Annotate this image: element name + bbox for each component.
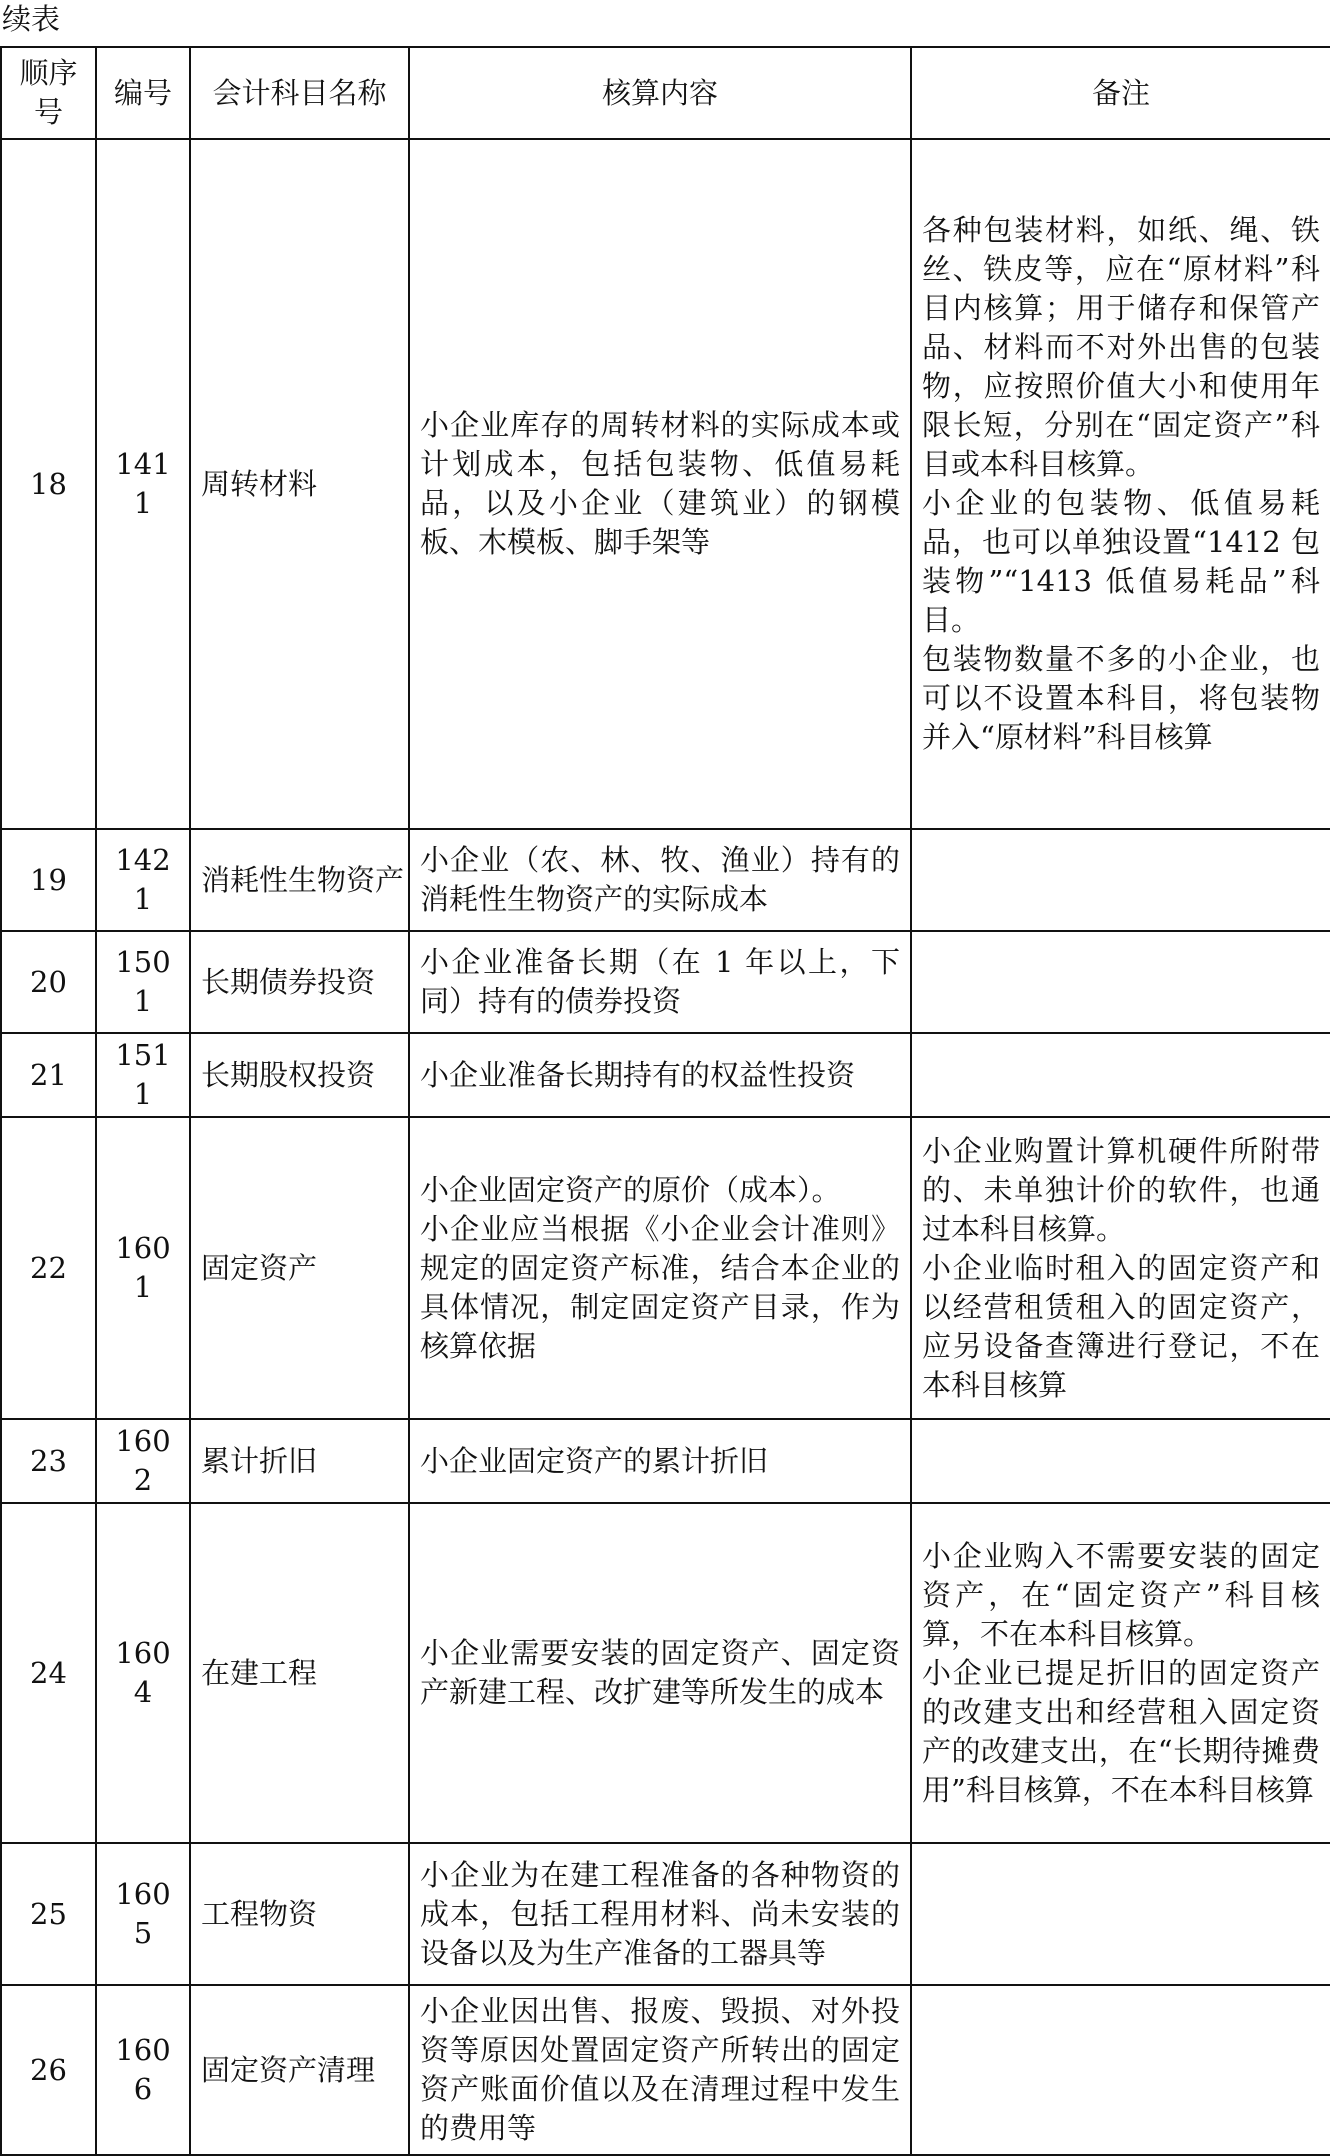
account-name-cell: 长期债券投资 (190, 931, 409, 1033)
seq-cell: 26 (1, 1985, 96, 2155)
note-cell (911, 1419, 1330, 1503)
content-cell: 小企业库存的周转材料的实际成本或计划成本，包括包装物、低值易耗品，以及小企业（建筑业）的钢模板、木模板、脚手架等 (409, 139, 911, 829)
header-name: 会计科目名称 (190, 47, 409, 139)
code-cell: 1605 (96, 1843, 190, 1985)
seq-cell: 22 (1, 1117, 96, 1419)
code-cell: 1604 (96, 1503, 190, 1843)
seq-cell: 21 (1, 1033, 96, 1117)
header-row (1, 47, 1330, 139)
note-cell (911, 1033, 1330, 1117)
code-cell: 1601 (96, 1117, 190, 1419)
code-cell: 1606 (96, 1985, 190, 2155)
code-cell: 1602 (96, 1419, 190, 1503)
note-cell: 各种包装材料，如纸、绳、铁丝、铁皮等，应在“原材料”科目内核算；用于储存和保管产品、材料而不对外出售的包装物，应按照价值大小和使用年限长短，分别在“固定资产”科目或本科目核算。 小企业的包装物、低值易耗品，也可以单独设置“1412 包装物”“1413 低值易耗品”科目。 包装物数量不多的小企业，也可以不设置本科目，将包装物并入“原材料”科目核算 (911, 139, 1330, 829)
content-cell: 小企业固定资产的累计折旧 (409, 1419, 911, 1503)
table-row (1, 1033, 1330, 1117)
table-row (1, 1503, 1330, 1843)
table-row (1, 139, 1330, 829)
content-cell: 小企业为在建工程准备的各种物资的成本，包括工程用材料、尚未安装的设备以及为生产准备的工器具等 (409, 1843, 911, 1985)
code-cell: 1511 (96, 1033, 190, 1117)
seq-cell: 20 (1, 931, 96, 1033)
header-note: 备注 (911, 47, 1330, 139)
account-table (0, 46, 1330, 2156)
seq-cell: 24 (1, 1503, 96, 1843)
account-name-cell: 工程物资 (190, 1843, 409, 1985)
note-cell: 小企业购入不需要安装的固定资产，在“固定资产”科目核算，不在本科目核算。 小企业已提足折旧的固定资产的改建支出和经营租入固定资产的改建支出，在“长期待摊费用”科目核算，不在本科目核算 (911, 1503, 1330, 1843)
table-row (1, 1117, 1330, 1419)
seq-cell: 25 (1, 1843, 96, 1985)
seq-cell: 19 (1, 829, 96, 931)
account-name-cell: 固定资产 (190, 1117, 409, 1419)
code-cell: 1411 (96, 139, 190, 829)
note-cell (911, 829, 1330, 931)
content-cell: 小企业准备长期持有的权益性投资 (409, 1033, 911, 1117)
account-name-cell: 长期股权投资 (190, 1033, 409, 1117)
header-seq: 顺序号 (1, 47, 96, 139)
account-name-cell: 消耗性生物资产 (190, 829, 409, 931)
content-cell: 小企业因出售、报废、毁损、对外投资等原因处置固定资产所转出的固定资产账面价值以及在清理过程中发生的费用等 (409, 1985, 911, 2155)
table-row (1, 1419, 1330, 1503)
seq-cell: 23 (1, 1419, 96, 1503)
content-cell: 小企业准备长期（在 1 年以上，下同）持有的债券投资 (409, 931, 911, 1033)
content-cell: 小企业需要安装的固定资产、固定资产新建工程、改扩建等所发生的成本 (409, 1503, 911, 1843)
table-row (1, 931, 1330, 1033)
note-cell (911, 1985, 1330, 2155)
content-cell: 小企业（农、林、牧、渔业）持有的消耗性生物资产的实际成本 (409, 829, 911, 931)
note-cell (911, 1843, 1330, 1985)
account-name-cell: 在建工程 (190, 1503, 409, 1843)
table-caption: 续表 (2, 2, 61, 36)
note-cell (911, 931, 1330, 1033)
account-name-cell: 周转材料 (190, 139, 409, 829)
note-cell: 小企业购置计算机硬件所附带的、未单独计价的软件，也通过本科目核算。 小企业临时租入的固定资产和以经营租赁租入的固定资产，应另设备查簿进行登记，不在本科目核算 (911, 1117, 1330, 1419)
code-cell: 1421 (96, 829, 190, 931)
seq-cell: 18 (1, 139, 96, 829)
content-cell: 小企业固定资产的原价（成本）。 小企业应当根据《小企业会计准则》规定的固定资产标准，结合本企业的具体情况，制定固定资产目录，作为核算依据 (409, 1117, 911, 1419)
table-row (1, 829, 1330, 931)
account-name-cell: 累计折旧 (190, 1419, 409, 1503)
header-content: 核算内容 (409, 47, 911, 139)
account-name-cell: 固定资产清理 (190, 1985, 409, 2155)
table-row (1, 1985, 1330, 2155)
table-row (1, 1843, 1330, 1985)
code-cell: 1501 (96, 931, 190, 1033)
header-code: 编号 (96, 47, 190, 139)
